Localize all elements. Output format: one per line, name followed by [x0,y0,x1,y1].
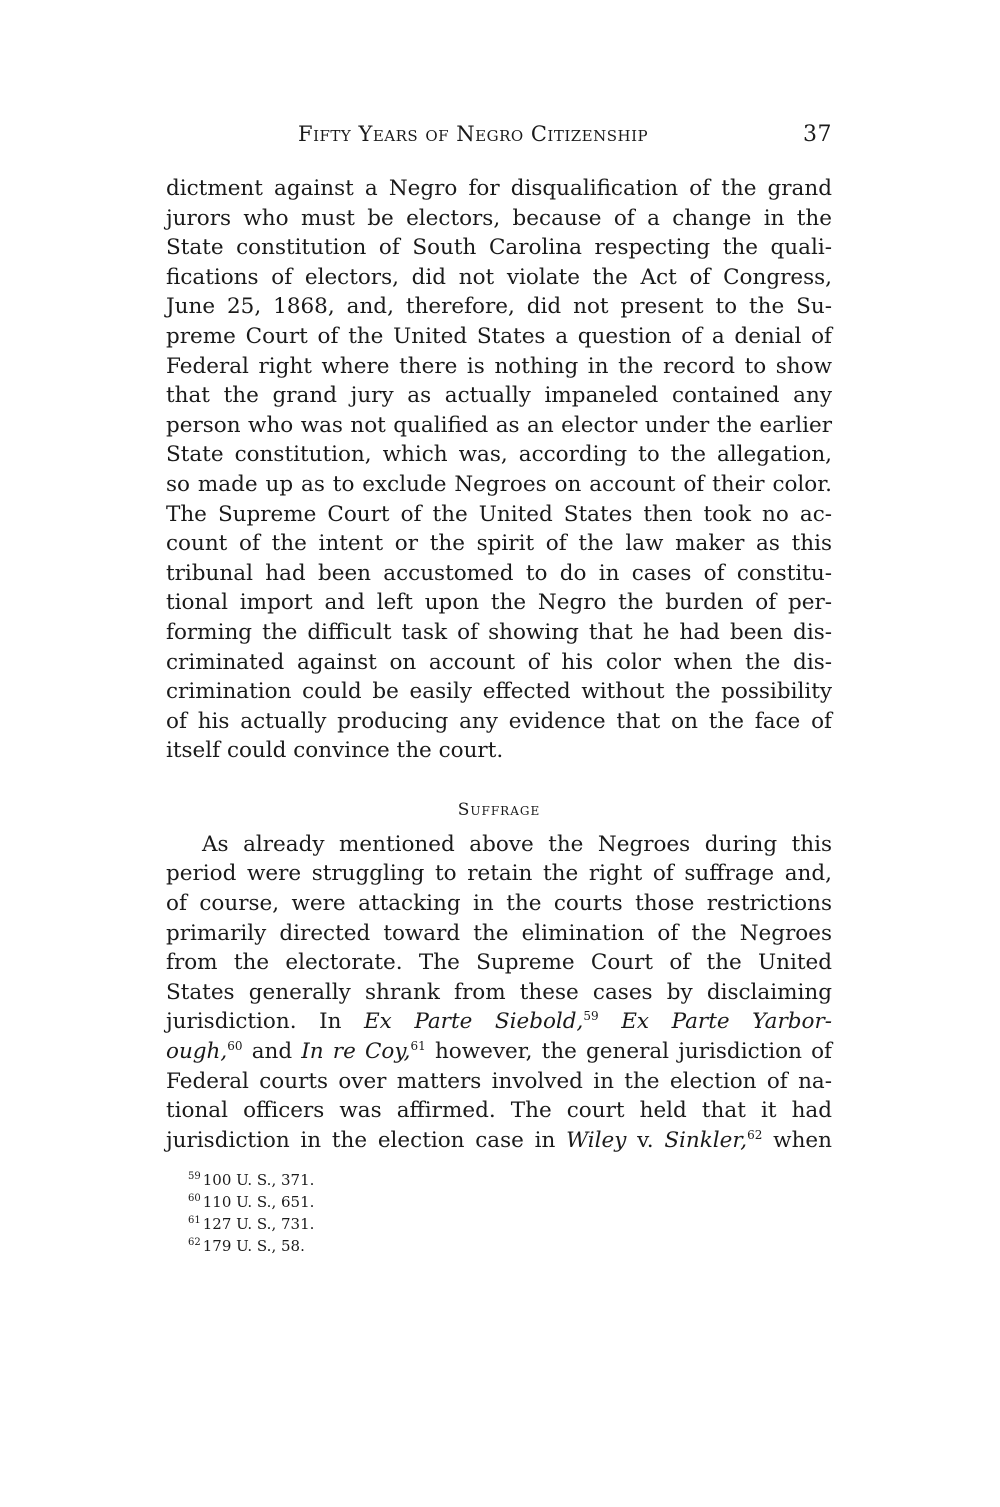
text-line: preme Court of the United States a question of a denial of [166,323,832,349]
case-name: ough, [166,1039,228,1065]
line-text: jurisdiction. In [166,1009,364,1035]
line-text: and [242,1039,302,1065]
text-line: itself could convince the court. [166,738,504,764]
line-text: jurisdiction in the election case in [166,1127,567,1153]
text-line: dictment against a Negro for disqualification of the grand [166,176,832,201]
text-line: of course, were attacking in the courts those restrictions [166,891,832,917]
footnote [188,1235,832,1257]
running-head [166,118,832,158]
section-heading: Suffrage [457,799,541,820]
running-title: Fifty Years of Negro Citizenship [298,122,649,146]
line-text: v. [626,1127,665,1153]
text-line: count of the intent or the spirit of the law maker as this [166,531,832,557]
footnote-reference: 62 [747,1127,763,1142]
text-line [166,1126,832,1156]
text-line: tional officers was affirmed. The court held that it had [166,1098,832,1124]
paragraph-2 [166,830,832,1156]
text-line: Federal courts over matters involved in the election of na- [166,1068,832,1094]
line-text: when [762,1127,832,1153]
page-number: 37 [803,122,832,147]
text-line: primarily directed toward the elimination of the Negroes [166,920,832,946]
footnote-reference: 59 [583,1009,599,1024]
footnote [188,1191,832,1213]
footnote-mark: 60 [188,1193,201,1205]
footnote-text: 127 U. S., 731. [202,1215,315,1234]
case-name: Ex Parte Siebold, [363,1009,584,1035]
footnote [188,1169,832,1191]
text-line: jurors who must be electors, because of a change in the [166,205,832,231]
text-line: As already mentioned above the Negroes during this [202,831,832,857]
text-line: tional import and left upon the Negro the burden of per- [166,590,832,616]
footnote [188,1213,832,1235]
text-line: State constitution of South Carolina respecting the quali- [166,235,832,261]
footnote-text: 110 U. S., 651. [202,1193,315,1212]
text-line: period were struggling to retain the right of suffrage and, [166,861,832,887]
text-line: The Supreme Court of the United States then took no ac- [166,501,832,527]
footnote-mark: 59 [188,1171,201,1183]
footnote-mark: 62 [188,1237,201,1249]
case-name: Ex Parte Yarbor- [598,1009,832,1035]
text-line: person who was not qualified as an elector under the earlier [166,412,832,438]
text-line: Federal right where there is nothing in the record to show [166,353,832,379]
paragraph-1 [166,174,832,766]
text-line: forming the difficult task of showing that he had been dis- [166,619,832,645]
text-line: so made up as to exclude Negroes on account of their color. [166,471,832,497]
text-line: fications of electors, did not violate the Act of Congress, [166,264,832,290]
text-line: criminated against on account of his color when the dis- [166,649,832,675]
text-line: States generally shrank from these cases by disclaiming [166,979,832,1005]
text-line: June 25, 1868, and, therefore, did not present to the Su- [166,294,832,320]
footnote-text: 179 U. S., 58. [202,1237,305,1256]
text-line: that the grand jury as actually impaneled contained any [166,383,832,409]
footnote-reference: 60 [227,1038,243,1053]
book-page [166,118,832,1257]
text-line: of his actually producing any evidence that on the face of [166,708,832,734]
case-name: In re Coy, [301,1039,411,1065]
case-name: Wiley [566,1127,627,1153]
footnote-mark: 61 [188,1215,201,1227]
text-line: crimination could be easily effected without the possibility [166,679,832,705]
footnotes [166,1169,832,1257]
text-line: from the electorate. The Supreme Court of the United [166,950,832,976]
case-name: Sinkler, [664,1127,748,1153]
text-line [166,1007,832,1037]
line-text: however, the general jurisdiction of [425,1039,832,1065]
text-line: tribunal had been accustomed to do in cases of constitu- [166,560,832,586]
text-line [166,1037,832,1067]
footnote-reference: 61 [410,1038,426,1053]
text-line: State constitution, which was, according to the allegation, [166,442,832,468]
footnote-text: 100 U. S., 371. [202,1171,315,1190]
